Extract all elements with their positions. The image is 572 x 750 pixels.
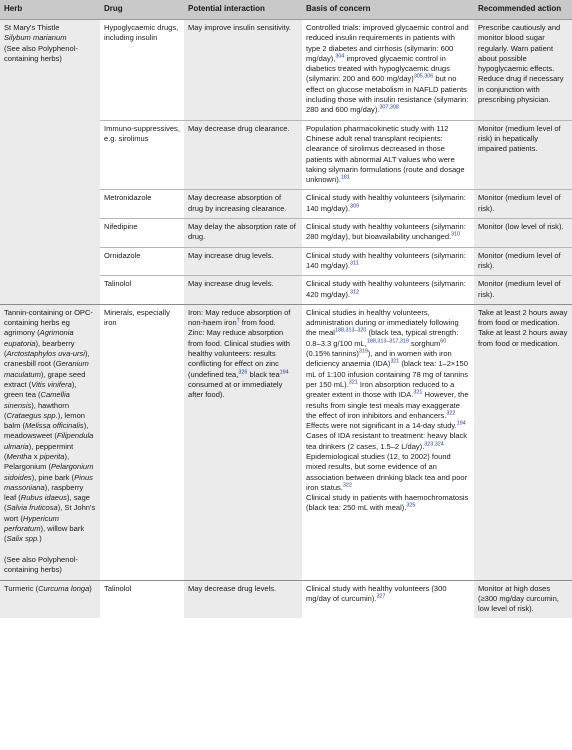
text-segment: x: [31, 451, 40, 461]
reference-marker: 321: [390, 358, 400, 365]
species-name: Melissa officinalis: [24, 421, 84, 431]
text-segment: May decrease absorption of drug by increasing clearance.: [188, 193, 287, 213]
reference-marker: 194: [279, 369, 289, 376]
table-body: [0, 20, 572, 619]
text-segment: May increase drug levels.: [188, 279, 274, 289]
text-segment: (0.15% tannins): [306, 349, 359, 359]
text-segment: Controlled trials: improved glycaemic control and reduced insulin requirements in patients with type 2 diabetes and cirrhosis (silymarin: 600 mg/day),: [306, 23, 469, 63]
text-segment: ), green tea (: [4, 379, 77, 400]
species-name: Curcuma longa: [38, 583, 90, 593]
text-segment: Minerals, especially iron: [104, 307, 170, 328]
reference-marker: 188,313–320: [334, 327, 367, 334]
drug-cell: [100, 190, 184, 219]
species-name: Pelargonium sidoides: [4, 462, 94, 482]
text-segment: (black tea: 1–2×150 mL of 1:100 infusion containing 78 mg of tannins per 150 mL).: [306, 359, 469, 389]
header-row: [0, 0, 572, 20]
reference-marker: 327: [376, 593, 386, 600]
text-segment: ), bearberry (: [4, 338, 75, 359]
text-segment: ), and in women with iron deficiency anaemia (IDA): [306, 349, 452, 369]
basis-of-concern-cell: [302, 304, 474, 580]
text-segment: Take at least 2 hours away from food or medication.: [478, 307, 568, 328]
species-name: Pinus massoniana: [4, 472, 93, 492]
text-segment: Iron absorption reduced to a greater extent in those with IDA.: [306, 379, 455, 400]
reference-marker: 322: [446, 410, 456, 417]
col-header-drug: Drug: [100, 0, 184, 20]
text-segment: from food.: [239, 318, 276, 328]
text-segment: ), meadowsweet (: [4, 421, 89, 441]
table-row: [0, 304, 572, 580]
potential-interaction-cell: [184, 219, 302, 248]
species-name: Filipendula ulmaria: [4, 431, 94, 451]
text-segment: May improve insulin sensitivity.: [188, 23, 292, 32]
recommended-action-cell: [474, 20, 572, 121]
reference-marker: 321: [413, 389, 423, 396]
text-segment: Take at least 2 hours away from food or medication.: [478, 328, 568, 348]
recommended-action-cell: [474, 219, 572, 248]
reference-marker: 194: [456, 420, 466, 427]
species-name: Salvia fruticosa: [6, 503, 58, 513]
herb-cell: [0, 304, 100, 580]
text-segment: Turmeric (: [4, 583, 39, 593]
text-segment: ): [39, 534, 42, 544]
text-segment: Cases of IDA resistant to treatment: heavy black tea drinkers (2 cases, 1.5–2 L/day).: [306, 431, 468, 451]
text-segment: but no effect on glucose metabolism in NAFLD patients including those with insulin resistance (silymarin: 280 and 600 mg/day).: [306, 74, 469, 115]
text-segment: (black tea, typical strength: 0.8–3.3 g/100 mL,: [306, 328, 459, 348]
text-segment: May increase drug levels.: [188, 250, 274, 260]
col-header-basis-of-concern: Basis of concern: [302, 0, 474, 20]
text-segment: black tea: [247, 369, 280, 379]
table-row: [0, 580, 572, 618]
text-segment: Clinical study with healthy volunteers (silymarin: 140 mg/day).: [306, 193, 466, 213]
text-segment: sorghum: [408, 338, 441, 348]
reference-marker: 311: [350, 260, 359, 267]
potential-interaction-cell: [184, 120, 302, 190]
reference-marker: 323,324: [424, 441, 444, 448]
drug-cell: [100, 580, 184, 618]
reference-marker: 325: [406, 502, 416, 509]
potential-interaction-cell: [184, 276, 302, 305]
basis-of-concern-cell: [302, 247, 474, 276]
drug-cell: [100, 20, 184, 121]
herb-cell: [0, 580, 100, 618]
text-segment: Monitor (medium level of risk).: [478, 250, 561, 270]
reference-marker: 319: [358, 348, 368, 355]
species-name: Hypericum perforatum: [4, 513, 59, 534]
species-name: Rubus idaeus: [20, 493, 67, 503]
text-segment: (See also Polyphenol-containing herbs): [4, 43, 78, 63]
species-name: Arctostaphylos uva-ursi: [6, 349, 85, 359]
reference-marker: 321: [348, 379, 358, 386]
text-segment: May delay the absorption rate of drug.: [188, 222, 296, 242]
text-segment: ), hawthorn (: [4, 400, 70, 420]
text-segment: Clinical study with healthy volunteers (silymarin: 280 mg/day), but bioavailability unchanged.: [306, 222, 466, 242]
species-name: Silybum marianum: [4, 33, 67, 43]
text-segment: Monitor (low level of risk).: [478, 222, 564, 232]
text-segment: ), raspberry leaf (: [4, 482, 84, 503]
text-segment: Clinical studies in healthy volunteers, administration during or immediately following the meal: [306, 307, 459, 338]
text-segment: Monitor (medium level of risk).: [478, 193, 561, 213]
recommended-action-cell: [474, 120, 572, 190]
potential-interaction-cell: [184, 247, 302, 276]
text-segment: May decrease drug clearance.: [188, 123, 290, 133]
recommended-action-cell: [474, 304, 572, 580]
reference-marker: 304: [335, 53, 345, 60]
col-header-potential-interaction: Potential interaction: [184, 0, 302, 20]
potential-interaction-cell: [184, 190, 302, 219]
text-segment: St Mary's Thistle: [4, 23, 60, 32]
text-segment: improved glycaemic control in diabetics treated with hypoglycaemic drugs (silymarin: 200 and 600 mg/day): [306, 53, 450, 84]
text-segment: Population pharmacokinetic study with 112 Chinese adult renal transplant recipients: clearance of sirolimus decreased in those patients with abnormal ALT values who were taking silymarin formulations (route and dosage unknown).: [306, 123, 465, 185]
reference-marker: 312: [350, 289, 360, 296]
text-segment: Clinical study in patients with haemochromatosis (black tea: 250 mL with meal).: [306, 493, 469, 513]
text-segment: ), pine bark (: [31, 472, 75, 482]
species-name: Mentha: [6, 451, 32, 461]
text-segment: Iron: May reduce absorption of non-haem iron: [188, 307, 291, 328]
text-segment: ), St John's wort (: [4, 503, 96, 523]
text-segment: Metronidazole: [104, 193, 152, 203]
text-segment: Effects were not significant in a 14-day study.: [306, 421, 457, 431]
species-name: Salix spp.: [6, 534, 40, 544]
text-segment: Ornidazole: [104, 250, 141, 260]
species-name: Geranium maculatum: [4, 359, 89, 379]
reference-marker: 310: [451, 231, 461, 238]
species-name: Vitis vinifera: [31, 379, 72, 389]
text-segment: ), Pelargonium (: [4, 451, 70, 472]
col-header-herb: Herb: [0, 0, 100, 20]
reference-marker: 326: [238, 369, 248, 376]
text-segment: (See also Polyphenol-containing herbs): [4, 554, 78, 575]
basis-of-concern-cell: [302, 580, 474, 618]
drug-cell: [100, 120, 184, 190]
text-segment: Talinolol: [104, 279, 132, 289]
text-segment: ), lemon balm (: [4, 410, 85, 431]
recommended-action-cell: [474, 247, 572, 276]
text-segment: Talinolol: [104, 583, 132, 593]
reference-marker: 181: [340, 174, 350, 181]
text-segment: Monitor at high doses (≥300 mg/day curcumin, low level of risk).: [478, 583, 559, 614]
text-segment: Clinical study with healthy volunteers (silymarin: 140 mg/day).: [306, 250, 466, 270]
drug-cell: [100, 219, 184, 248]
text-segment: Nifedipine: [104, 222, 138, 232]
text-segment: However, the results from single test meals may exaggerate the effect of iron inhibitors and enhancers.: [306, 390, 469, 420]
text-segment: Epidemiological studies (12, to 2002) found mixed results, but some evidence of an association between drinking black tea and poor iron status.: [306, 451, 468, 492]
text-segment: Clinical study with healthy volunteers (silymarin: 420 mg/day).: [306, 279, 466, 299]
text-segment: Clinical study with healthy volunteers (300 mg/day of curcumin).: [306, 583, 447, 603]
text-segment: Tannin-containing or OPC-containing herbs eg agrimony (: [4, 307, 93, 338]
herb-cell: [0, 20, 100, 305]
text-segment: ), peppermint (: [4, 441, 74, 461]
basis-of-concern-cell: [302, 276, 474, 305]
col-header-recommended-action: Recommended action: [474, 0, 572, 20]
recommended-action-cell: [474, 580, 572, 618]
basis-of-concern-cell: [302, 219, 474, 248]
potential-interaction-cell: [184, 580, 302, 618]
basis-of-concern-cell: [302, 20, 474, 121]
text-segment: ): [89, 583, 92, 593]
basis-of-concern-cell: [302, 190, 474, 219]
reference-marker: 322: [342, 482, 352, 489]
basis-of-concern-cell: [302, 120, 474, 190]
text-segment: Zinc: May reduce absorption from food. Clinical studies with healthy volunteers: results conflicting for effect on zinc (undefined tea,: [188, 328, 290, 379]
reference-marker: 309: [350, 203, 360, 210]
reference-marker: 60: [440, 338, 447, 345]
drug-cell: [100, 304, 184, 580]
text-segment: Hypoglycaemic drugs, including insulin: [104, 23, 179, 43]
reference-marker: †: [236, 317, 240, 324]
recommended-action-cell: [474, 276, 572, 305]
text-segment: Prescribe cautiously and monitor blood sugar regularly. Warn patient about possible hypoglycaemic effects. Reduce drug if necessary in conjunction with prescribing physician.: [478, 23, 564, 105]
text-segment: May decrease drug levels.: [188, 583, 277, 593]
drug-cell: [100, 276, 184, 305]
reference-marker: 307,308: [379, 104, 399, 111]
species-name: piperita: [39, 451, 65, 461]
potential-interaction-cell: [184, 304, 302, 580]
drug-cell: [100, 247, 184, 276]
species-name: Crataegus spp.: [6, 410, 58, 420]
species-name: Camellia sinensis: [4, 390, 70, 410]
text-segment: ), cranesbill root (: [4, 349, 90, 369]
text-segment: ), willow bark (: [4, 524, 85, 544]
text-segment: ), grape seed extract (: [4, 369, 86, 389]
text-segment: consumed at or immediately after food).: [188, 379, 283, 400]
text-segment: Monitor (medium level of risk) in hepatically impaired patients.: [478, 123, 561, 154]
species-name: Agrimonia eupatoria: [4, 328, 74, 348]
text-segment: Immuno-suppressives, e.g. sirolimus: [104, 123, 180, 143]
text-segment: ), sage (: [4, 493, 91, 513]
text-segment: Monitor (medium level of risk).: [478, 279, 561, 299]
reference-marker: 305,306: [413, 73, 434, 80]
recommended-action-cell: [474, 190, 572, 219]
reference-marker: 188,313–317,319: [366, 338, 409, 345]
potential-interaction-cell: [184, 20, 302, 121]
table-row: [0, 20, 572, 121]
